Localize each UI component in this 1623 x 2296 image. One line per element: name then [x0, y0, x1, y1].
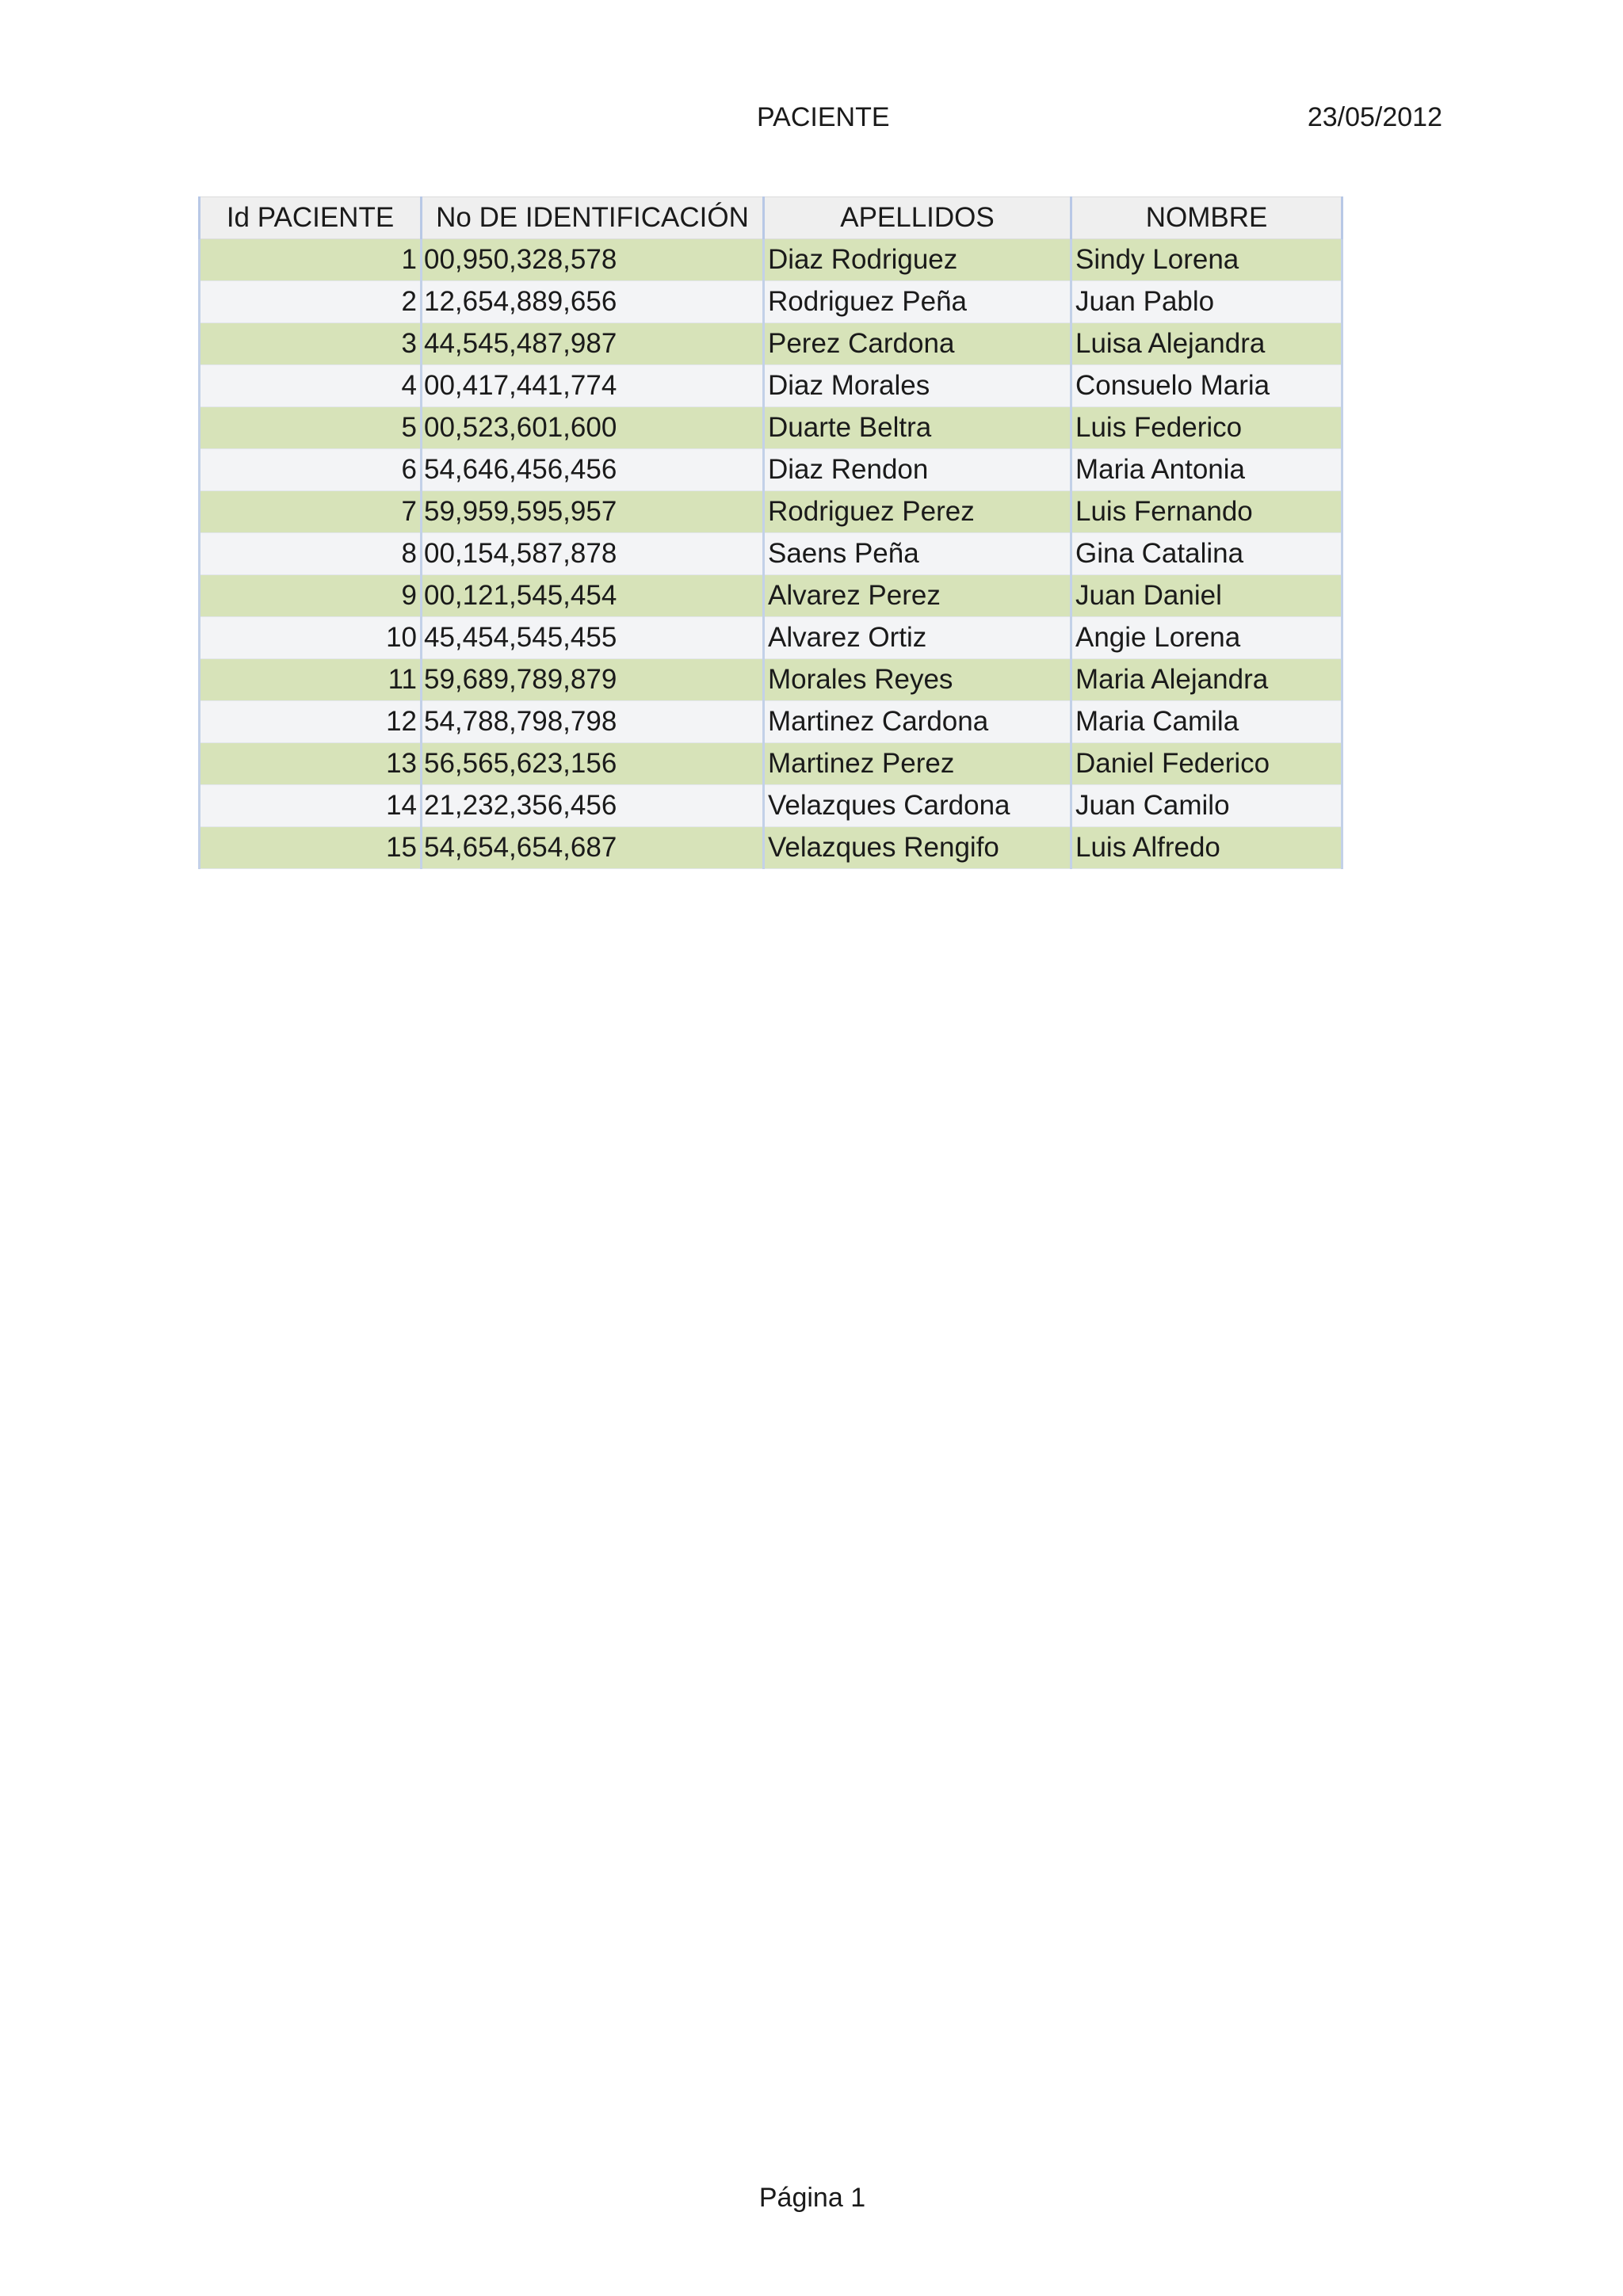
cell-nombre: Consuelo Maria — [1071, 365, 1342, 407]
cell-identificacion: 00,154,587,878 — [422, 533, 764, 575]
cell-identificacion: 59,689,789,879 — [422, 659, 764, 701]
table-row — [200, 701, 1342, 743]
cell-apellidos: Alvarez Ortiz — [764, 617, 1071, 659]
cell-nombre: Luis Fernando — [1071, 491, 1342, 533]
table-row — [200, 323, 1342, 365]
cell-identificacion: 00,417,441,774 — [422, 365, 764, 407]
table-row — [200, 281, 1342, 323]
cell-apellidos: Velazques Rengifo — [764, 827, 1071, 869]
cell-identificacion: 54,654,654,687 — [422, 827, 764, 869]
cell-id: 2 — [200, 281, 422, 323]
cell-id: 12 — [200, 701, 422, 743]
table-row — [200, 449, 1342, 491]
cell-id: 6 — [200, 449, 422, 491]
cell-apellidos: Rodriguez Perez — [764, 491, 1071, 533]
cell-nombre: Daniel Federico — [1071, 743, 1342, 785]
cell-id: 3 — [200, 323, 422, 365]
cell-apellidos: Diaz Rodriguez — [764, 239, 1071, 281]
table-row — [200, 533, 1342, 575]
cell-identificacion: 54,788,798,798 — [422, 701, 764, 743]
cell-nombre: Luisa Alejandra — [1071, 323, 1342, 365]
cell-id: 4 — [200, 365, 422, 407]
table-row — [200, 365, 1342, 407]
cell-identificacion: 44,545,487,987 — [422, 323, 764, 365]
table-row — [200, 407, 1342, 449]
cell-id: 8 — [200, 533, 422, 575]
table-body — [200, 239, 1342, 869]
cell-nombre: Angie Lorena — [1071, 617, 1342, 659]
cell-apellidos: Rodriguez Peña — [764, 281, 1071, 323]
cell-apellidos: Morales Reyes — [764, 659, 1071, 701]
cell-identificacion: 45,454,545,455 — [422, 617, 764, 659]
cell-identificacion: 00,523,601,600 — [422, 407, 764, 449]
cell-id: 9 — [200, 575, 422, 617]
cell-id: 13 — [200, 743, 422, 785]
cell-id: 5 — [200, 407, 422, 449]
cell-apellidos: Martinez Cardona — [764, 701, 1071, 743]
table-header-row — [200, 197, 1342, 239]
cell-identificacion: 00,950,328,578 — [422, 239, 764, 281]
column-header-nombre: NOMBRE — [1071, 197, 1342, 239]
cell-nombre: Gina Catalina — [1071, 533, 1342, 575]
table-row — [200, 575, 1342, 617]
column-header-id: Id PACIENTE — [200, 197, 422, 239]
cell-nombre: Luis Alfredo — [1071, 827, 1342, 869]
cell-apellidos: Alvarez Perez — [764, 575, 1071, 617]
cell-nombre: Juan Daniel — [1071, 575, 1342, 617]
cell-apellidos: Diaz Rendon — [764, 449, 1071, 491]
table-row — [200, 239, 1342, 281]
cell-nombre: Maria Camila — [1071, 701, 1342, 743]
cell-nombre: Luis Federico — [1071, 407, 1342, 449]
cell-nombre: Juan Pablo — [1071, 281, 1342, 323]
cell-nombre: Maria Antonia — [1071, 449, 1342, 491]
cell-apellidos: Duarte Beltra — [764, 407, 1071, 449]
cell-id: 11 — [200, 659, 422, 701]
column-header-identificacion: No DE IDENTIFICACIÓN — [422, 197, 764, 239]
cell-nombre: Maria Alejandra — [1071, 659, 1342, 701]
page-number: Página 1 — [758, 2183, 866, 2213]
cell-nombre: Juan Camilo — [1071, 785, 1342, 827]
table-row — [200, 617, 1342, 659]
table-row — [200, 659, 1342, 701]
column-header-apellidos: APELLIDOS — [764, 197, 1071, 239]
table-row — [200, 785, 1342, 827]
cell-apellidos: Velazques Cardona — [764, 785, 1071, 827]
cell-identificacion: 54,646,456,456 — [422, 449, 764, 491]
patients-table-container — [198, 196, 1341, 869]
cell-apellidos: Martinez Perez — [764, 743, 1071, 785]
cell-apellidos: Diaz Morales — [764, 365, 1071, 407]
cell-id: 1 — [200, 239, 422, 281]
table-row — [200, 491, 1342, 533]
cell-nombre: Sindy Lorena — [1071, 239, 1342, 281]
cell-identificacion: 59,959,595,957 — [422, 491, 764, 533]
cell-apellidos: Saens Peña — [764, 533, 1071, 575]
page-title: PACIENTE — [757, 102, 890, 132]
patients-table — [198, 196, 1343, 869]
cell-id: 10 — [200, 617, 422, 659]
cell-id: 15 — [200, 827, 422, 869]
cell-apellidos: Perez Cardona — [764, 323, 1071, 365]
cell-identificacion: 56,565,623,156 — [422, 743, 764, 785]
cell-id: 14 — [200, 785, 422, 827]
table-row — [200, 827, 1342, 869]
cell-identificacion: 12,654,889,656 — [422, 281, 764, 323]
cell-identificacion: 00,121,545,454 — [422, 575, 764, 617]
cell-id: 7 — [200, 491, 422, 533]
table-row — [200, 743, 1342, 785]
page-date: 23/05/2012 — [1307, 102, 1442, 132]
cell-identificacion: 21,232,356,456 — [422, 785, 764, 827]
